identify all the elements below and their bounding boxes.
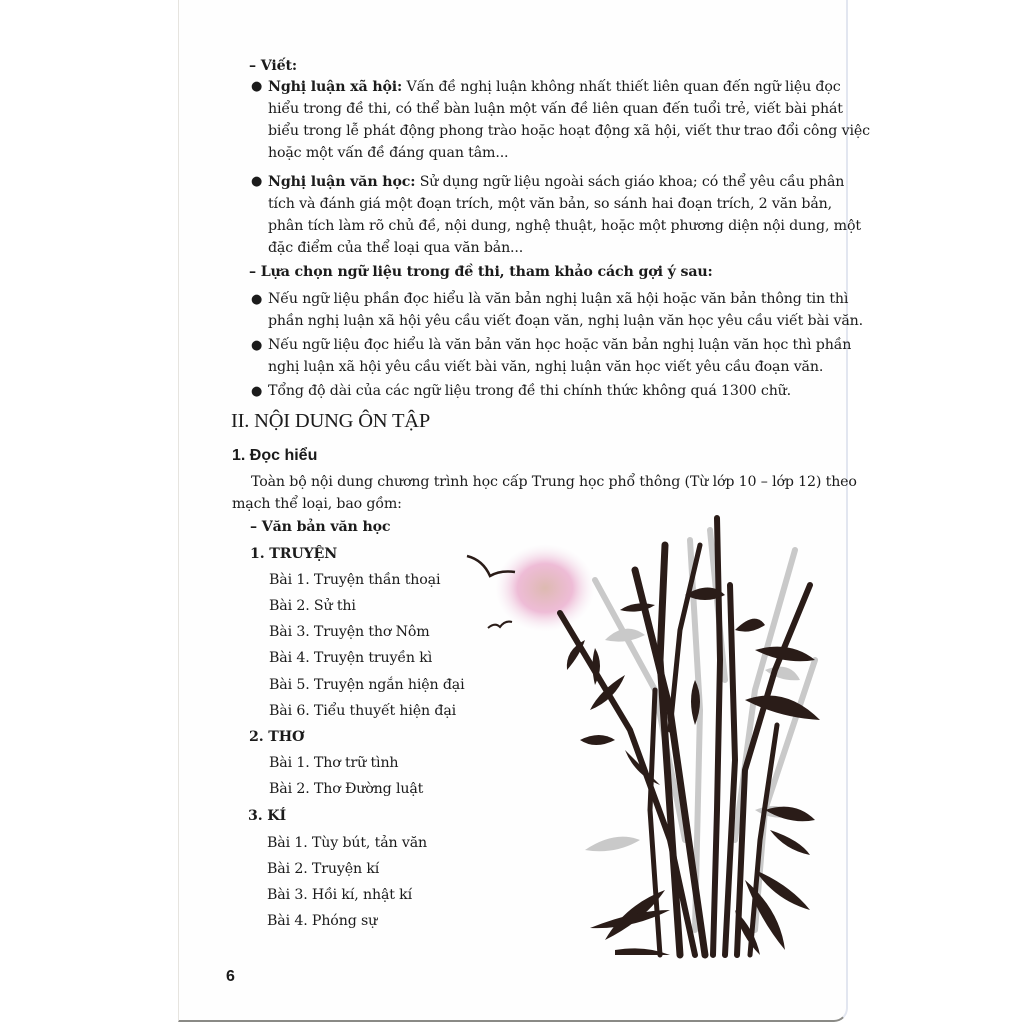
lesson-item: Bài 3. Hồi kí, nhật kí (267, 887, 413, 903)
bird-icon (488, 622, 512, 628)
bullet-icon: ● (251, 338, 263, 353)
literary-argument-line-4: đặc điểm của thể loại qua văn bản... (268, 240, 524, 256)
lesson-item: Bài 1. Truyện thần thoại (269, 572, 441, 588)
literary-argument-line-3: phân tích làm rõ chủ đề, nội dung, nghệ thuật, hoặc một phương diện nội dung, một (268, 218, 861, 234)
bamboo-illustration (455, 510, 835, 960)
bullet-icon: ● (251, 174, 263, 189)
selection-item-1-line-1: Nếu ngữ liệu phần đọc hiểu là văn bản nghị luận xã hội hoặc văn bản thông tin thì (268, 291, 849, 307)
lesson-item: Bài 4. Phóng sự (267, 913, 378, 929)
literary-argument-text: Sử dụng ngữ liệu ngoài sách giáo khoa; có thể yêu cầu phân (415, 174, 845, 190)
literary-argument-line-1 (268, 172, 844, 193)
lesson-item: Bài 1. Thơ trữ tình (269, 755, 399, 771)
social-argument-label: Nghị luận xã hội: (268, 79, 403, 95)
selection-heading: – Lựa chọn ngữ liệu trong đề thi, tham khảo cách gợi ý sau: (249, 264, 713, 280)
writing-heading: – Viết: (249, 58, 297, 74)
social-argument-line-3: biểu trong lễ phát động phong trào hoặc hoạt động xã hội, viết thư trao đổi công việc (268, 123, 870, 139)
group-title-ki: 3. KÍ (248, 808, 286, 824)
social-argument-line-4: hoặc một vấn đề đáng quan tâm... (268, 145, 509, 161)
lesson-item: Bài 5. Truyện ngắn hiện đại (269, 677, 465, 693)
social-argument-text: Vấn đề nghị luận không nhất thiết liên quan đến ngữ liệu đọc (402, 79, 841, 95)
intro-line-1: Toàn bộ nội dung chương trình học cấp Trung học phổ thông (Từ lớp 10 – lớp 12) theo (251, 474, 857, 490)
lesson-item: Bài 1. Tùy bút, tản văn (267, 835, 428, 851)
bullet-icon: ● (251, 292, 263, 307)
lesson-item: Bài 3. Truyện thơ Nôm (269, 624, 430, 640)
group-title-tho: 2. THƠ (249, 729, 305, 745)
section-title: II. NỘI DUNG ÔN TẬP (231, 410, 431, 432)
lesson-item: Bài 2. Thơ Đường luật (269, 781, 424, 797)
selection-item-1-line-2: phần nghị luận xã hội yêu cầu viết đoạn văn, nghị luận văn học yêu cầu viết bài văn. (268, 313, 864, 329)
social-argument-line-2: hiểu trong đề thi, có thể bàn luận một vấn đề liên quan đến tuổi trẻ, viết bài phát (268, 101, 843, 117)
subsection-title: 1. Đọc hiểu (232, 447, 318, 464)
social-argument-line-1 (268, 77, 841, 98)
selection-item-3-line-1: Tổng độ dài của các ngữ liệu trong đề thi chính thức không quá 1300 chữ. (268, 383, 792, 399)
bamboo-shadow-leaves (585, 629, 800, 852)
genre-heading: – Văn bản văn học (250, 519, 391, 535)
bullet-icon: ● (251, 384, 263, 399)
lesson-item: Bài 2. Sử thi (269, 598, 356, 614)
selection-item-2-line-2: nghị luận xã hội yêu cầu viết bài văn, nghị luận văn học viết yêu cầu đoạn văn. (268, 359, 824, 375)
selection-item-2-line-1: Nếu ngữ liệu đọc hiểu là văn bản văn học hoặc văn bản nghị luận văn học thì phần (268, 337, 852, 353)
literary-argument-line-2: tích và đánh giá một đoạn trích, một văn bản, so sánh hai đoạn trích, 2 văn bản, (268, 196, 833, 212)
lesson-item: Bài 6. Tiểu thuyết hiện đại (269, 703, 457, 719)
sun-icon (495, 544, 595, 632)
group-title-truyen: 1. TRUYỆN (250, 546, 338, 562)
literary-argument-label: Nghị luận văn học: (268, 174, 416, 190)
lesson-item: Bài 4. Truyện truyền kì (269, 650, 433, 666)
lesson-item: Bài 2. Truyện kí (267, 861, 380, 877)
page-number: 6 (226, 968, 235, 985)
intro-line-2: mạch thể loại, bao gồm: (232, 496, 402, 512)
bullet-icon: ● (251, 79, 263, 94)
